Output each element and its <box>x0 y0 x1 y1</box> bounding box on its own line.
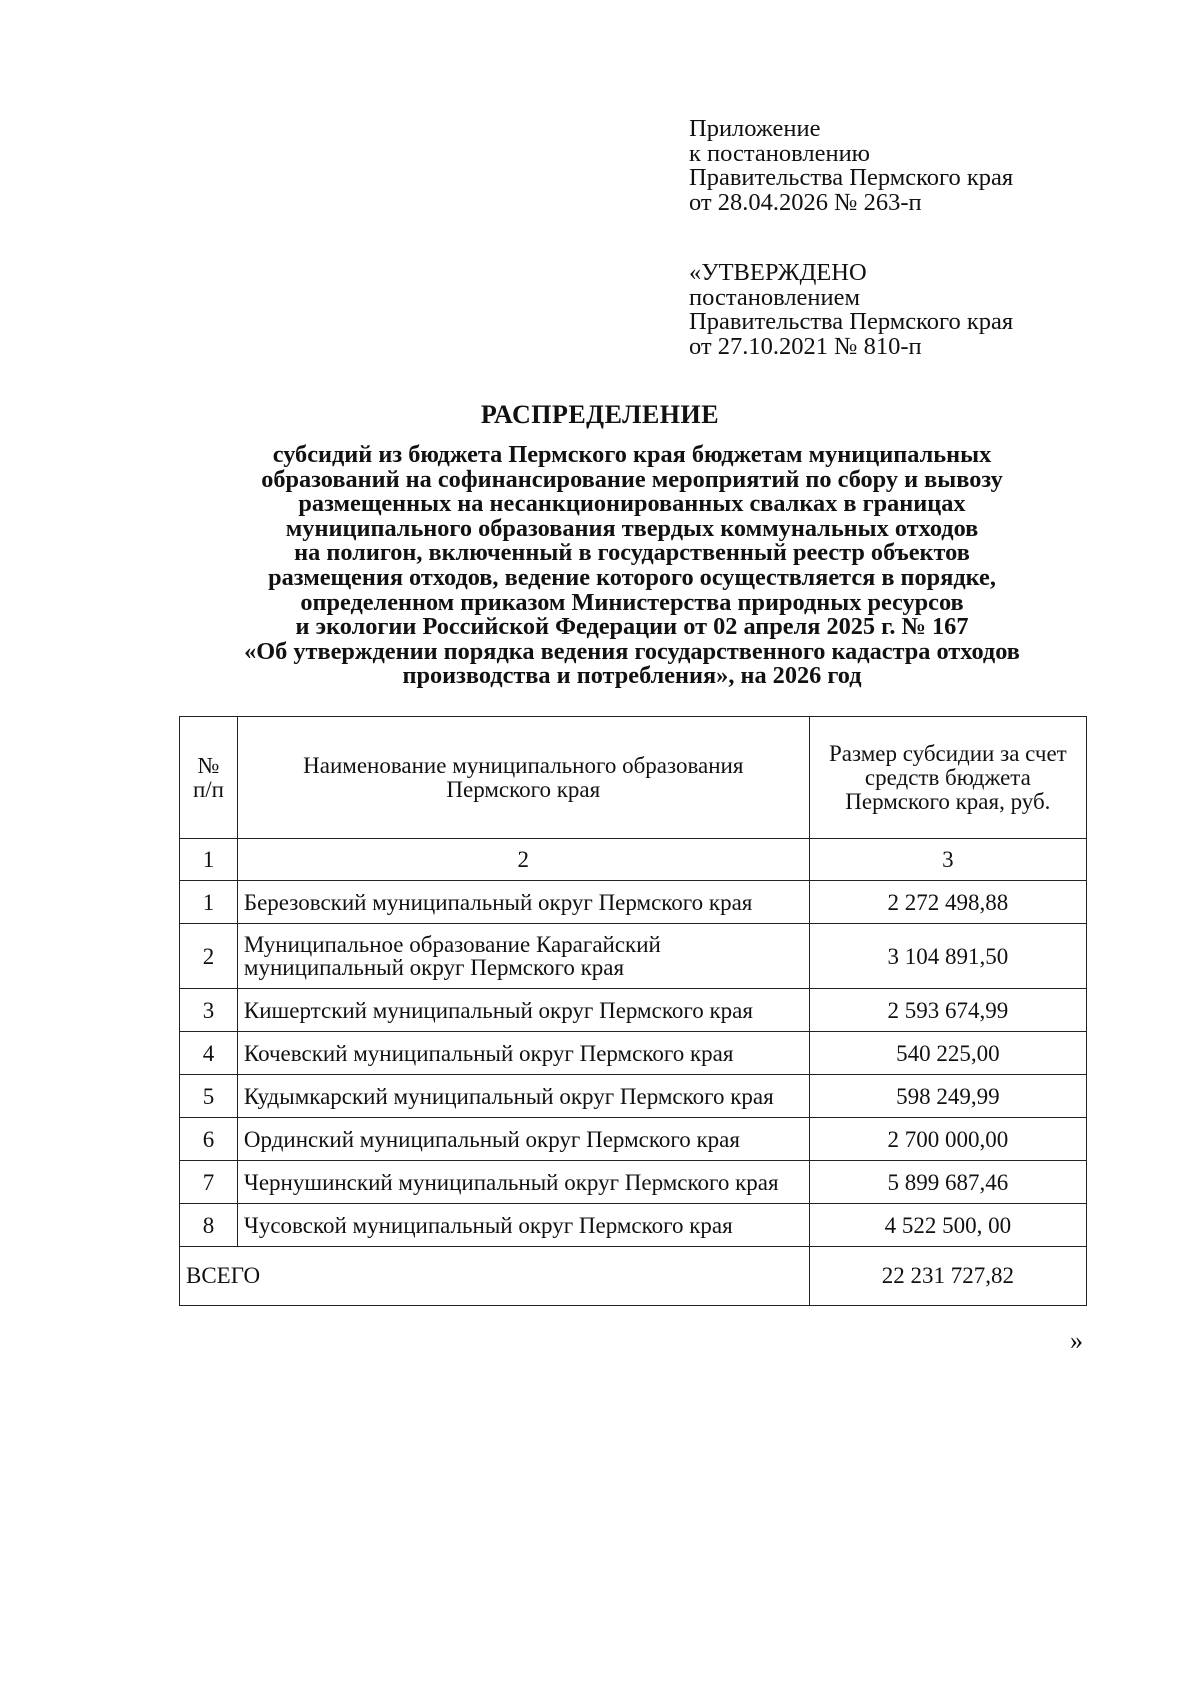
closing-quote: » <box>1070 1326 1083 1355</box>
header-amount-line: Пермского края, руб. <box>845 788 1051 814</box>
appendix-line: Правительства Пермского края <box>689 164 1014 191</box>
column-number-row <box>180 839 1087 881</box>
row-number: 3 <box>180 989 238 1032</box>
table-row <box>180 881 1087 924</box>
approval-line: «УТВЕРЖДЕНО <box>689 259 867 286</box>
table-row <box>180 1075 1087 1118</box>
document-subtitle <box>160 443 1104 689</box>
row-number: 2 <box>180 924 238 989</box>
subsidy-distribution-table <box>179 716 1087 1306</box>
table-row <box>180 1118 1087 1161</box>
appendix-line: к постановлению <box>689 139 870 167</box>
approval-line: постановлением <box>689 283 861 311</box>
subtitle-line: образований на софинансирование мероприятий по сбору и вывозу <box>261 465 1003 493</box>
header-amount <box>809 717 1086 839</box>
row-municipality <box>237 924 809 989</box>
row-amount: 3 104 891,50 <box>809 924 1086 989</box>
column-number: 2 <box>237 839 809 881</box>
table-row <box>180 1032 1087 1075</box>
table-row <box>180 1204 1087 1247</box>
row-number: 1 <box>180 881 238 924</box>
header-amount-line: средств бюджета <box>864 764 1031 790</box>
appendix-line: Приложение <box>689 115 821 142</box>
row-number: 8 <box>180 1204 238 1247</box>
row-amount: 540 225,00 <box>809 1032 1086 1075</box>
column-number: 3 <box>809 839 1086 881</box>
row-number: 6 <box>180 1118 238 1161</box>
row-amount: 598 249,99 <box>809 1075 1086 1118</box>
subtitle-line: на полигон, включенный в государственный реестр объектов <box>294 539 970 567</box>
row-amount: 2 272 498,88 <box>809 881 1086 924</box>
header-amount-line: Размер субсидии за счет <box>828 740 1067 766</box>
subtitle-line: размещения отходов, ведение которого осуществляется в порядке, <box>268 563 996 591</box>
header-number-line: п/п <box>192 776 224 802</box>
row-municipality-line: муниципальный округ Пермского края <box>243 955 625 980</box>
row-amount: 5 899 687,46 <box>809 1161 1086 1204</box>
subtitle-line: производства и потребления», на 2026 год <box>402 662 862 690</box>
total-label: ВСЕГО <box>180 1247 810 1306</box>
subtitle-line: и экологии Российской Федерации от 02 апреля 2025 г. № 167 <box>295 613 969 641</box>
approval-note <box>689 261 1169 359</box>
row-municipality: Чернушинский муниципальный округ Пермского края <box>237 1161 809 1204</box>
header-number <box>180 717 238 839</box>
approval-line: от 27.10.2021 № 810-п <box>689 332 922 360</box>
row-number: 7 <box>180 1161 238 1204</box>
header-municipality-line: Пермского края <box>446 776 601 802</box>
subtitle-line: размещенных на несанкционированных свалках в границах <box>298 490 966 518</box>
row-municipality: Чусовской муниципальный округ Пермского края <box>237 1204 809 1247</box>
row-number: 5 <box>180 1075 238 1118</box>
document-title: РАСПРЕДЕЛЕНИЕ <box>480 400 720 429</box>
row-municipality-line: Муниципальное образование Карагайский <box>243 932 661 957</box>
row-municipality: Кочевский муниципальный округ Пермского края <box>237 1032 809 1075</box>
subtitle-line: определенном приказом Министерства природных ресурсов <box>300 588 964 616</box>
appendix-note <box>689 117 1169 215</box>
appendix-line: от 28.04.2026 № 263-п <box>689 188 922 216</box>
row-amount: 2 700 000,00 <box>809 1118 1086 1161</box>
row-amount: 2 593 674,99 <box>809 989 1086 1032</box>
row-municipality: Кудымкарский муниципальный округ Пермского края <box>237 1075 809 1118</box>
total-row <box>180 1247 1087 1306</box>
row-municipality: Березовский муниципальный округ Пермского края <box>237 881 809 924</box>
row-amount: 4 522 500, 00 <box>809 1204 1086 1247</box>
approval-line: Правительства Пермского края <box>689 308 1014 335</box>
header-municipality <box>237 717 809 839</box>
header-municipality-line: Наименование муниципального образования <box>303 752 744 778</box>
table-row <box>180 989 1087 1032</box>
row-number: 4 <box>180 1032 238 1075</box>
table-row <box>180 1161 1087 1204</box>
subtitle-line: субсидий из бюджета Пермского края бюджетам муниципальных <box>272 441 992 468</box>
header-number-line: № <box>197 752 220 778</box>
column-number: 1 <box>180 839 238 881</box>
row-municipality: Кишертский муниципальный округ Пермского края <box>237 989 809 1032</box>
table-header-row <box>180 717 1087 839</box>
total-amount: 22 231 727,82 <box>809 1247 1086 1306</box>
row-municipality: Ординский муниципальный округ Пермского края <box>237 1118 809 1161</box>
subtitle-line: муниципального образования твердых коммунальных отходов <box>285 514 979 542</box>
subtitle-line: «Об утверждении порядка ведения государственного кадастра отходов <box>244 637 1020 665</box>
table-row <box>180 924 1087 989</box>
